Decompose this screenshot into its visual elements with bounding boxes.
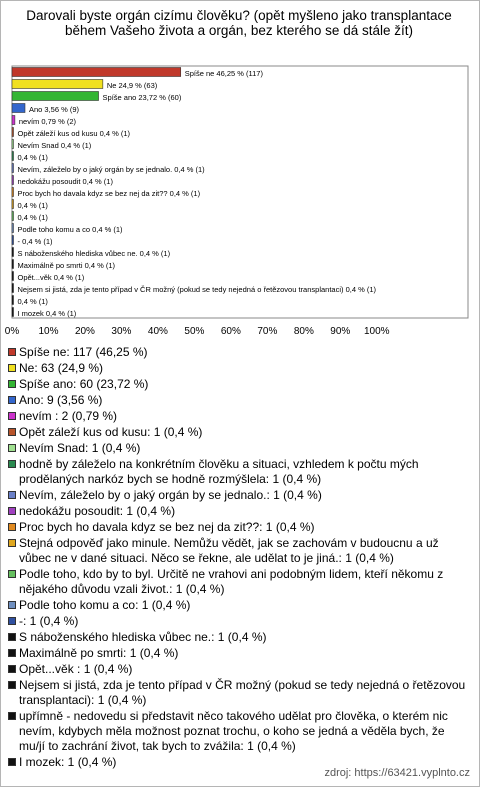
legend-label: Podle toho, kdo by to byl. Určitě ne vrahovi ani podobným lidem, kteří někomu z nějakého důvodu vzali život.: 1 (0,4 %) (19, 567, 444, 596)
legend-label: S náboženského hlediska vůbec ne.: 1 (0,4 %) (19, 630, 267, 644)
x-tick-label: 90% (330, 326, 351, 337)
legend-label: Nevím, záleželo by o jaký orgán by se jednalo.: 1 (0,4 %) (19, 488, 322, 502)
legend-swatch (8, 507, 16, 515)
bar-label: S náboženského hlediska vůbec ne. 0,4 % (1) (17, 249, 171, 258)
legend-label: nedokážu posoudit: 1 (0,4 %) (19, 504, 176, 518)
bar-label: Ano 3,56 % (9) (28, 105, 80, 114)
legend-label: Nejsem si jistá, zda je tento případ v ČR možný (pokud se tedy nejedná o řetězovou transplantaci): 1 (0,4 %) (19, 678, 466, 707)
bar-label: I mozek 0,4 % (1) (17, 309, 77, 318)
legend-swatch (8, 681, 16, 689)
legend-label: I mozek: 1 (0,4 %) (19, 755, 117, 769)
legend-label: Spíše ne: 117 (46,25 %) (19, 345, 148, 359)
legend-label: Opět...věk : 1 (0,4 %) (19, 662, 133, 676)
legend-swatch (8, 491, 16, 499)
legend-swatch (8, 428, 16, 436)
legend-entry (8, 536, 472, 566)
bar (12, 236, 14, 245)
bar (12, 272, 14, 281)
chart-title: Darovali byste orgán cizímu člověku? (opět myšleno jako transplantace během Vašeho života a orgán, bez kterého se dá stále žít) (26, 8, 452, 38)
legend-entry (8, 678, 472, 708)
legend-label: Proc bych ho davala kdyz se bez nej da zit??: 1 (0,4 %) (19, 520, 315, 534)
legend-swatch (8, 380, 16, 388)
legend-label: Stejná odpověď jako minule. Nemůžu vědět, jak se zachovám v budoucnu a už vůbec ne v dané situaci. Něco se řekne, ale udělat to je jiná.: 1 (0,4 %) (19, 536, 439, 565)
x-tick-label: 50% (184, 326, 205, 337)
legend-swatch (8, 523, 16, 531)
x-tick-label: 30% (111, 326, 132, 337)
bar-label: nevím 0,79 % (2) (18, 117, 76, 126)
legend-label: hodně by záleželo na konkrétním člověku a situaci, vzhledem k počtu mých prodělaných narkóz bych se hodně rozmýšlela: 1 (0,4 %) (19, 457, 419, 486)
x-tick-label: 40% (147, 326, 168, 337)
bar (12, 92, 99, 101)
bar (12, 140, 14, 149)
legend-entry (8, 377, 472, 392)
legend-entry (8, 662, 472, 677)
legend-entry (8, 520, 472, 535)
legend-entry (8, 598, 472, 613)
bar (12, 104, 25, 113)
legend-entry (8, 614, 472, 629)
legend-entry (8, 567, 472, 597)
legend-label: Spíše ano: 60 (23,72 %) (19, 377, 149, 391)
legend-label: nevím : 2 (0,79 %) (19, 409, 118, 423)
legend-label: Maximálně po smrti: 1 (0,4 %) (19, 646, 179, 660)
legend (8, 345, 472, 771)
bar-label: Ne 24,9 % (63) (106, 81, 158, 90)
bar (12, 68, 181, 77)
bar (12, 296, 14, 305)
legend-swatch (8, 617, 16, 625)
x-tick-label: 0% (4, 326, 20, 337)
bar (12, 308, 14, 317)
legend-swatch (8, 649, 16, 657)
legend-label: upřímně - nedovedu si představit něco takového udělat pro člověka, o kterém nic nevím, kdybych měla možnost poznat trochu, o koho se jedná a věděla bych, že mu/jí to zachrání život, tak bych to zvážila: 1 (0,4 %) (19, 709, 448, 753)
bar (12, 128, 14, 137)
legend-entry (8, 504, 472, 519)
x-tick-label: 70% (257, 326, 278, 337)
bar-label: nedokážu posoudit 0,4 % (1) (17, 177, 113, 186)
bar-chart (0, 0, 480, 345)
legend-entry (8, 488, 472, 503)
legend-swatch (8, 758, 16, 766)
legend-label: Nevím Snad: 1 (0,4 %) (19, 441, 141, 455)
bar (12, 260, 14, 269)
legend-entry (8, 709, 472, 754)
legend-swatch (8, 570, 16, 578)
legend-swatch (8, 444, 16, 452)
bar (12, 224, 14, 233)
bar-label: Opět...věk 0,4 % (1) (17, 273, 85, 282)
legend-swatch (8, 364, 16, 372)
bar-label: Maximálně po smrti 0,4 % (1) (17, 261, 116, 270)
x-tick-label: 20% (74, 326, 95, 337)
legend-swatch (8, 412, 16, 420)
bar-label: - 0,4 % (1) (17, 237, 53, 246)
legend-entry (8, 457, 472, 487)
legend-entry (8, 361, 472, 376)
bar-label: 0,4 % (1) (17, 213, 48, 222)
legend-entry (8, 345, 472, 360)
legend-swatch (8, 633, 16, 641)
bar-label: 0,4 % (1) (17, 297, 48, 306)
legend-label: Ne: 63 (24,9 %) (19, 361, 104, 375)
legend-entry (8, 409, 472, 424)
bar (12, 188, 14, 197)
legend-label: Ano: 9 (3,56 %) (19, 393, 103, 407)
bar (12, 248, 14, 257)
x-tick-label: 10% (38, 326, 59, 337)
bar-label: Spíše ano 23,72 % (60) (102, 93, 182, 102)
bar-label: Opět záleží kus od kusu 0,4 % (1) (17, 129, 131, 138)
legend-entry (8, 646, 472, 661)
x-tick-label: 60% (220, 326, 241, 337)
bar (12, 80, 103, 89)
x-tick-label: 80% (293, 326, 314, 337)
legend-swatch (8, 348, 16, 356)
legend-swatch (8, 460, 16, 468)
source-credit: zdroj: https://63421.vyplnto.cz (324, 767, 470, 779)
x-tick-label: 100% (364, 326, 390, 337)
legend-label: Opět záleží kus od kusu: 1 (0,4 %) (19, 425, 203, 439)
legend-entry (8, 393, 472, 408)
legend-swatch (8, 539, 16, 547)
bar-label: 0,4 % (1) (17, 201, 48, 210)
bar (12, 212, 14, 221)
bar-label: Spíše ne 46,25 % (117) (184, 69, 263, 78)
legend-swatch (8, 396, 16, 404)
legend-entry (8, 630, 472, 645)
bar-label: Podle toho komu a co 0,4 % (1) (17, 225, 123, 234)
bar-label: Proc bych ho davala kdyz se bez nej da zit?? 0,4 % (1) (17, 189, 201, 198)
legend-swatch (8, 601, 16, 609)
bar (12, 116, 15, 125)
bar-label: Nevím Snad 0,4 % (1) (17, 141, 92, 150)
legend-entry (8, 441, 472, 456)
bar-label: Nevím, záleželo by o jaký orgán by se jednalo. 0,4 % (1) (17, 165, 205, 174)
legend-label: Podle toho komu a co: 1 (0,4 %) (19, 598, 191, 612)
bar (12, 284, 14, 293)
bar (12, 164, 14, 173)
legend-entry (8, 425, 472, 440)
legend-label: -: 1 (0,4 %) (19, 614, 79, 628)
legend-swatch (8, 712, 16, 720)
bar-label: 0,4 % (1) (17, 153, 48, 162)
bar (12, 200, 14, 209)
bar (12, 152, 14, 161)
bar (12, 176, 14, 185)
legend-swatch (8, 665, 16, 673)
bar-label: Nejsem si jistá, zda je tento případ v ČR možný (pokud se tedy nejedná o řetězovou transplantaci) 0,4 % (1) (17, 285, 377, 294)
